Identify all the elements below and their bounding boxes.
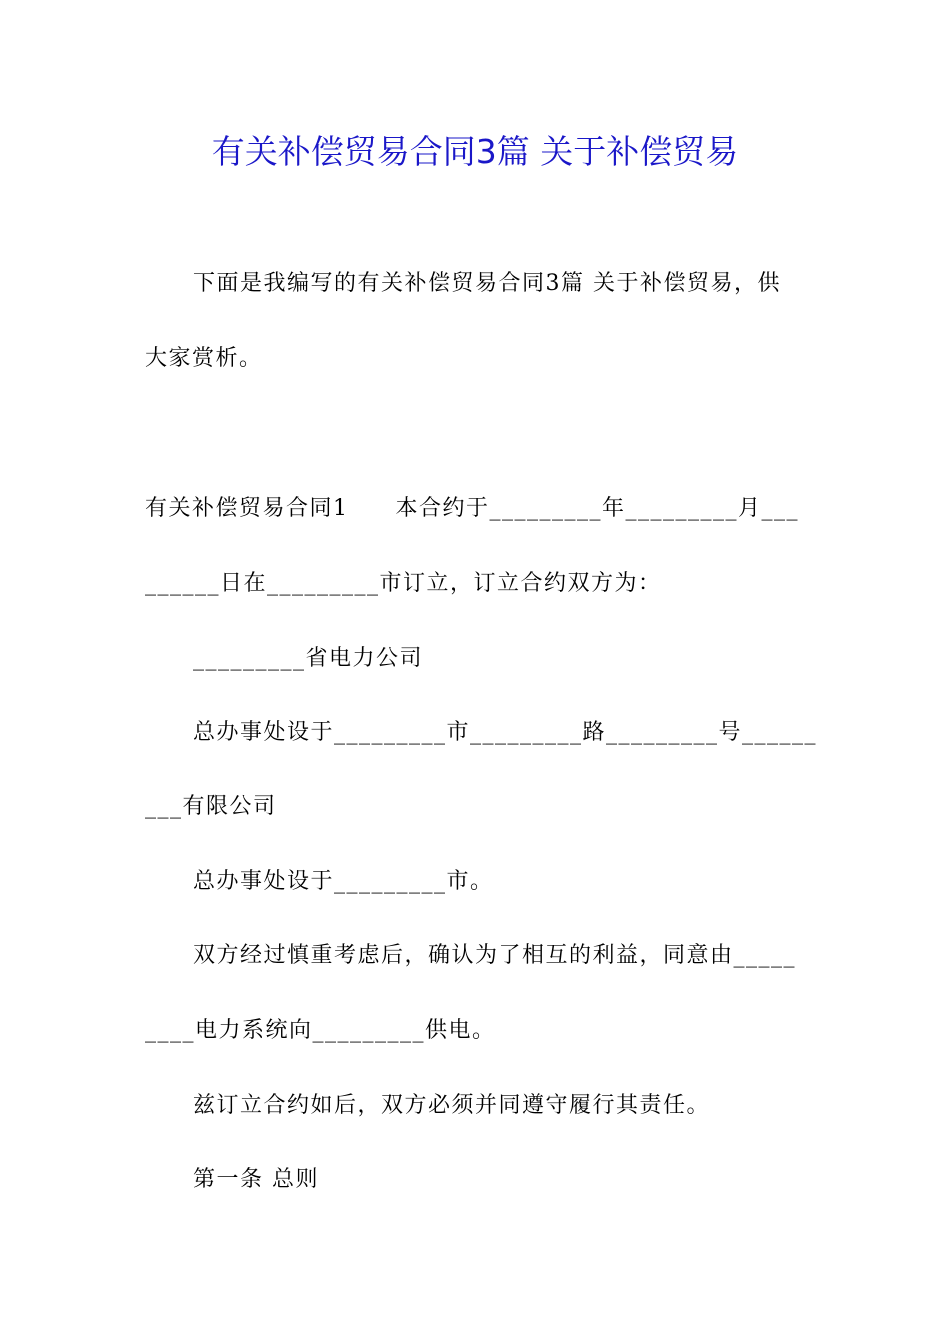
agreement-paragraph-line-1: 双方经过慎重考虑后，确认为了相互的利益，同意由_____ xyxy=(193,943,797,968)
party-b-address-line: 总办事处设于_________市。 xyxy=(193,869,494,894)
contract-date-line: ______日在_________市订立，订立合约双方为： xyxy=(145,571,662,596)
intro-paragraph-line-2: 大家赏析。 xyxy=(145,346,263,371)
article-one-heading: 第一条 总则 xyxy=(193,1167,319,1192)
party-b-line: ___有限公司 xyxy=(145,794,277,819)
intro-paragraph-line-1: 下面是我编写的有关补偿贸易合同3篇 关于补偿贸易，供 xyxy=(193,271,781,296)
document-title: 有关补偿贸易合同3篇 关于补偿贸易 xyxy=(211,132,739,171)
obligation-paragraph: 兹订立合约如后，双方必须并同遵守履行其责任。 xyxy=(193,1093,711,1118)
agreement-paragraph-line-2: ____电力系统向_________供电。 xyxy=(145,1018,496,1043)
party-a-address-line: 总办事处设于_________市_________路_________号______ xyxy=(193,720,818,745)
contract-heading-line: 有关补偿贸易合同1 本合约于_________年_________月___ xyxy=(145,496,799,521)
party-a-line: _________省电力公司 xyxy=(193,646,424,671)
